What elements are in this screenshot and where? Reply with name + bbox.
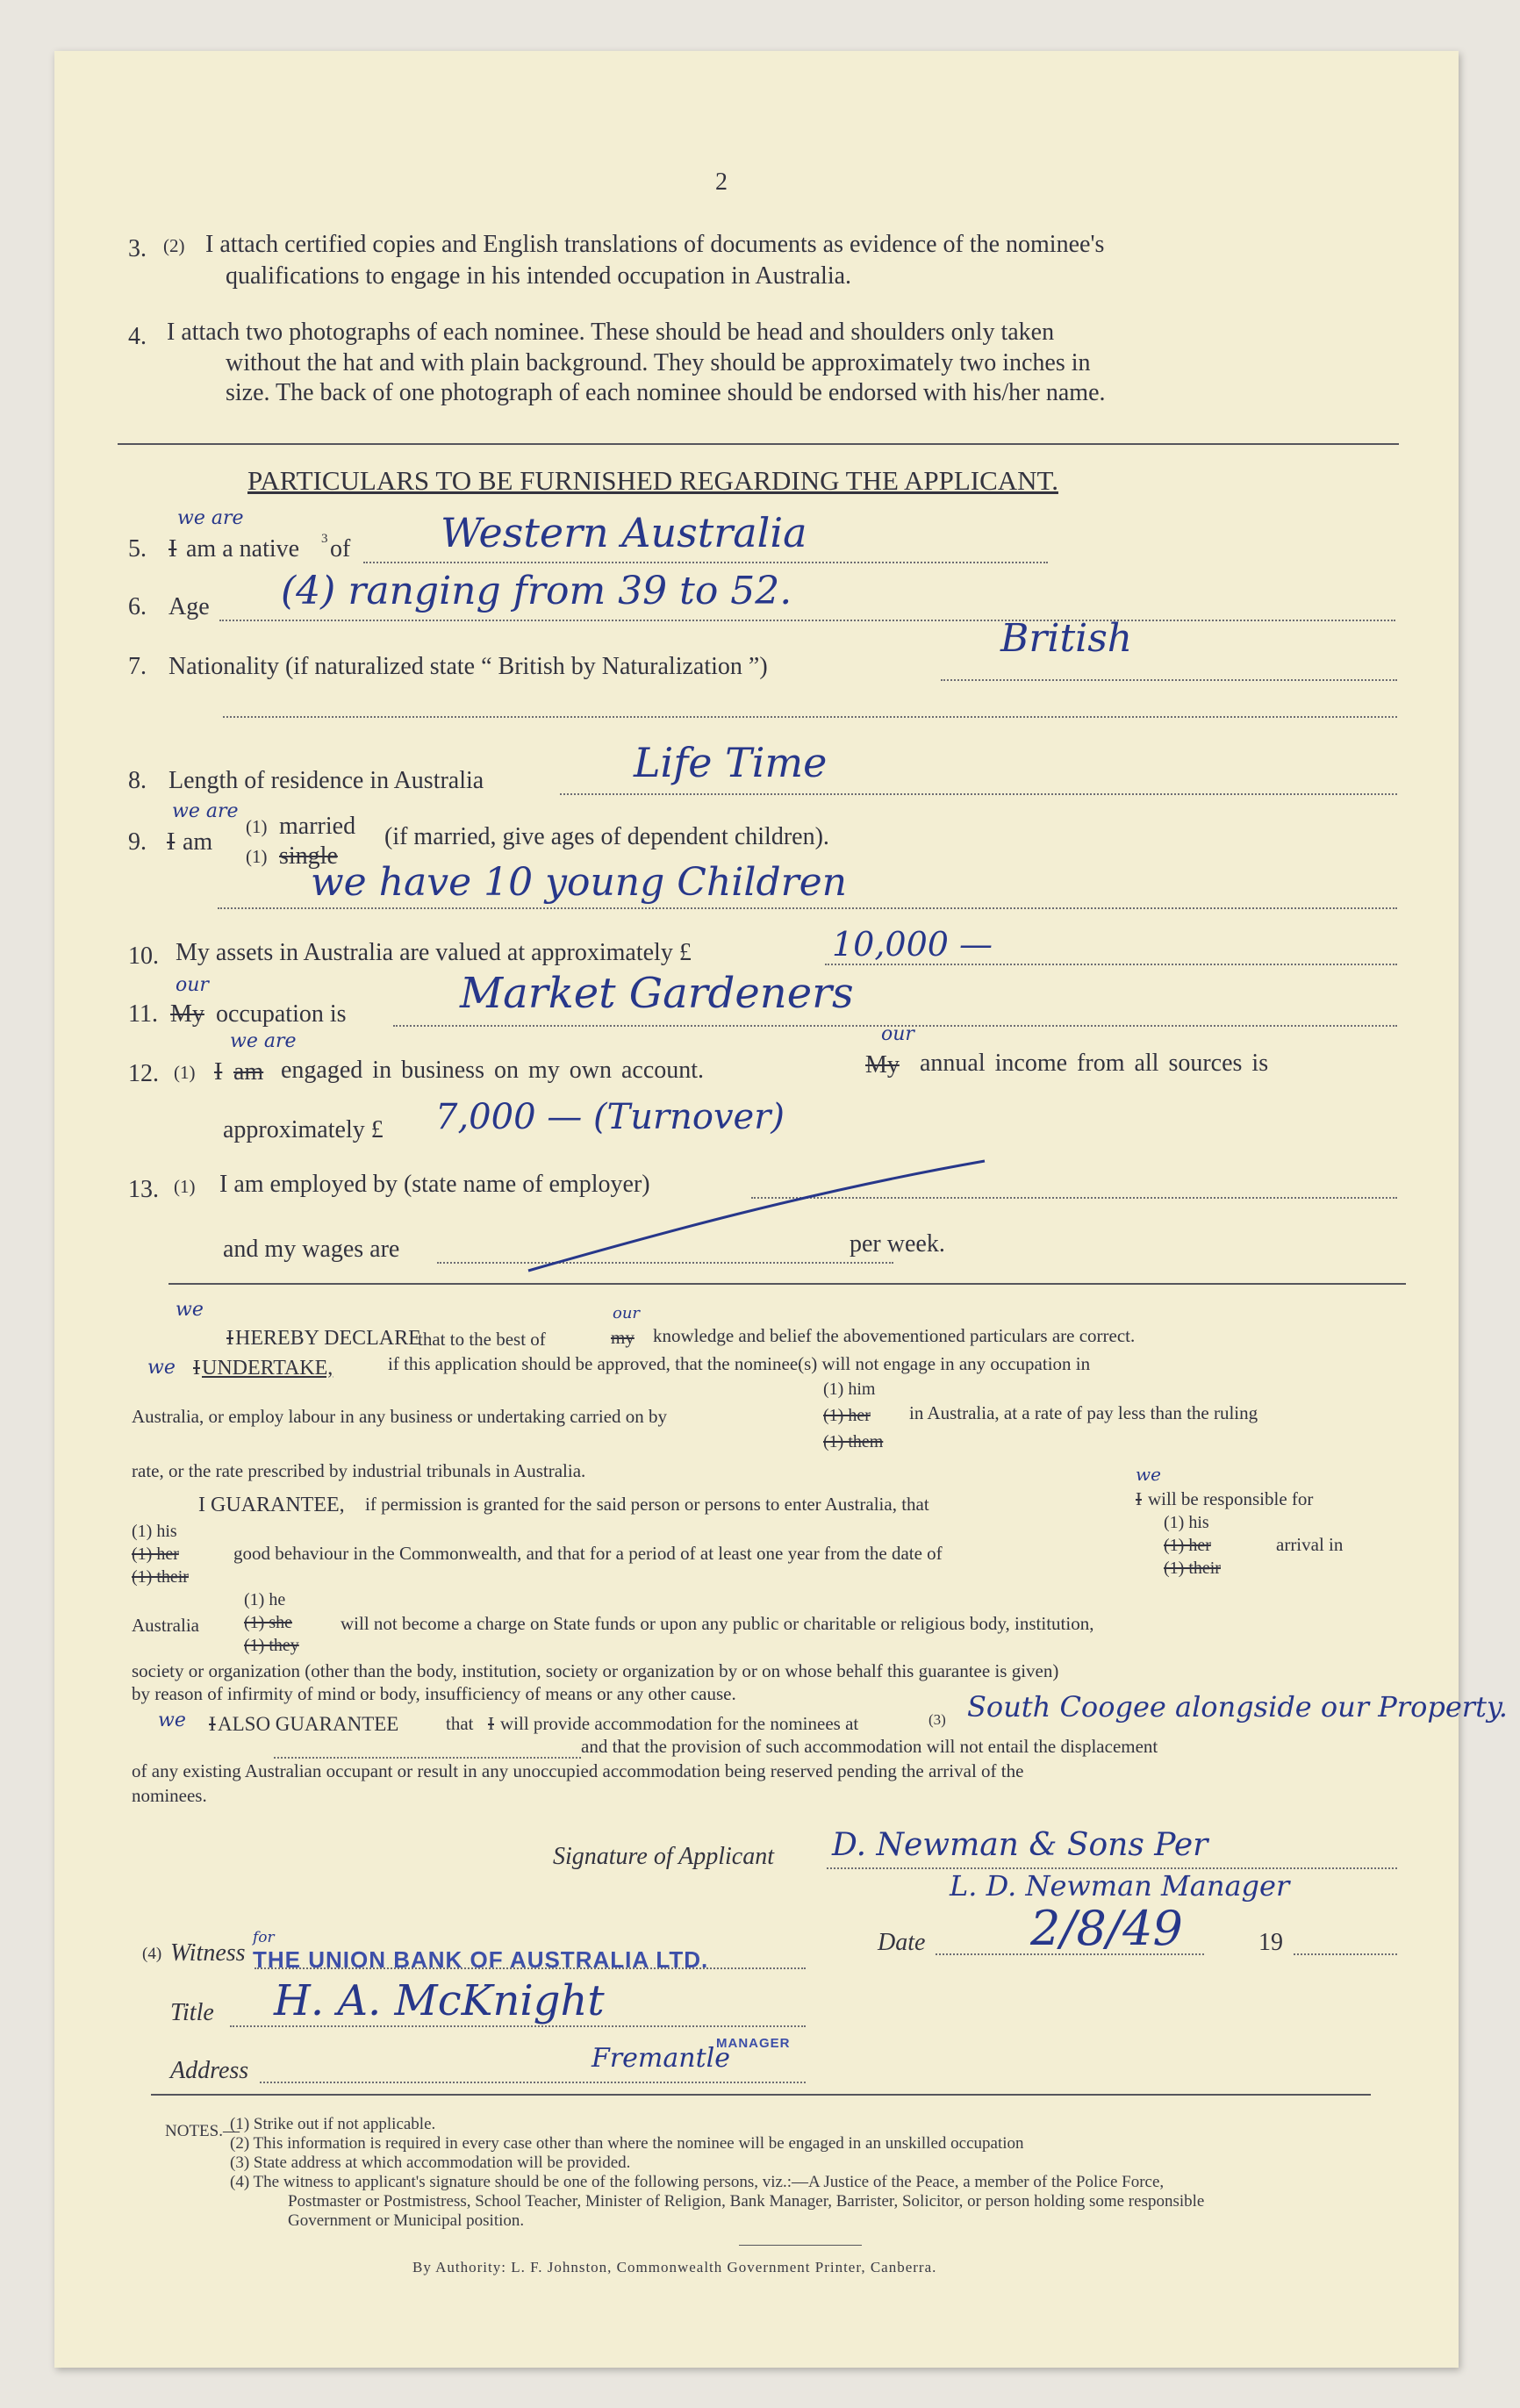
declaration-3-i: I [1136, 1488, 1142, 1509]
field-8-line [560, 793, 1397, 795]
possessive-her-1: (1) her [132, 1544, 179, 1564]
title-line [230, 2025, 806, 2027]
witness-note: (4) [142, 1945, 162, 1963]
declaration-2-i: I [193, 1357, 200, 1380]
field-5-of: of [330, 535, 351, 563]
field-12-insert: we are [230, 1030, 297, 1052]
field-11-number: 11. [128, 1000, 158, 1028]
declaration-1-our: our [613, 1304, 641, 1322]
field-5-number: 5. [128, 535, 147, 563]
declaration-4-i-2: I [488, 1713, 494, 1734]
declaration-4-b: that [446, 1713, 474, 1734]
field-5-value: Western Australia [441, 509, 807, 556]
witness-signature: H. A. McKnight [274, 1976, 605, 2025]
declaration-1-i: I [226, 1327, 233, 1350]
declaration-3-c: will be responsible for [1148, 1488, 1314, 1509]
field-13-number: 13. [128, 1176, 159, 1203]
field-12-number: 12. [128, 1060, 159, 1087]
item-3-line-1: I attach certified copies and English translations of documents as evidence of the nominee's [205, 231, 1105, 258]
note-1: (1) Strike out if not applicable. [230, 2115, 436, 2133]
divider-2 [168, 1283, 1406, 1285]
declaration-3-f: society or organization (other than the body, institution, society or organization by or on whose behalf this guarantee is given) [132, 1660, 1059, 1681]
field-6-label: Age [168, 593, 210, 620]
field-8-number: 8. [128, 767, 147, 794]
field-5-insert: we are [177, 507, 244, 529]
field-12-text-2: annual income from all sources is [920, 1050, 1269, 1077]
declaration-1-a: HEREBY DECLARE [235, 1327, 421, 1350]
signature-label: Signature of Applicant [553, 1843, 774, 1870]
date-year-prefix: 19 [1258, 1929, 1283, 1956]
field-9-line [218, 907, 1397, 909]
year-line [1294, 1953, 1397, 1955]
declaration-3-g: by reason of infirmity of mind or body, insufficiency of means or any other cause. [132, 1683, 736, 1704]
declaration-3-insert: we [1136, 1464, 1161, 1485]
applicant-signature: D. Newman & Sons Per [832, 1827, 1208, 1863]
australia-word: Australia [132, 1615, 199, 1636]
field-12-approx-label: approximately £ [223, 1116, 384, 1143]
divider-4 [739, 2245, 862, 2246]
declaration-4-note: (3) [928, 1711, 946, 1728]
field-12-note: (1) [174, 1062, 196, 1083]
field-6-number: 6. [128, 593, 147, 620]
field-12-insert-2: our [881, 1023, 914, 1045]
field-6-value: (4) ranging from 39 to 52. [281, 569, 792, 613]
field-9-am: am [183, 828, 213, 856]
possessive-his-1: (1) his [132, 1522, 177, 1541]
notes-label: NOTES.— [165, 2122, 240, 2140]
field-10-number: 10. [128, 942, 159, 970]
field-9-insert: we are [172, 800, 239, 822]
field-12-my: My [865, 1051, 900, 1079]
manager-stamp: MANAGER [716, 2036, 791, 2051]
address-line [260, 2082, 806, 2083]
witness-address: Fremantle [592, 2043, 730, 2074]
field-9-opt1-note: (1) [246, 816, 268, 837]
date-value: 2/8/49 [1030, 1901, 1183, 1956]
declaration-4-d: and that the provision of such accommodation will not entail the displacement [581, 1736, 1158, 1757]
declaration-1-c: knowledge and belief the abovementioned particulars are correct. [653, 1325, 1136, 1346]
address-label: Address [170, 2057, 249, 2084]
declaration-2-d: in Australia, at a rate of pay less than the ruling [909, 1402, 1258, 1423]
page-number: 2 [715, 168, 728, 196]
title-label: Title [170, 1999, 214, 2026]
field-13-per-week: per week. [850, 1230, 945, 1258]
declaration-2-e: rate, or the rate prescribed by industrial tribunals in Australia. [132, 1460, 586, 1481]
pronoun-he: (1) he [244, 1590, 286, 1609]
pronoun-them: (1) them [823, 1432, 884, 1451]
declaration-1-insert: we [176, 1299, 204, 1321]
section-heading: PARTICULARS TO BE FURNISHED REGARDING THE APPLICANT. [247, 465, 1058, 496]
field-8-label: Length of residence in Australia [168, 767, 484, 794]
field-5-sup: 3 [321, 532, 328, 546]
pronoun-she: (1) she [244, 1613, 292, 1632]
field-5-line [363, 562, 1048, 563]
field-11-value: Market Gardeners [460, 969, 854, 1018]
witness-line [255, 1967, 806, 1969]
declaration-3-e: will not become a charge on State funds or upon any public or charitable or religious body, institution, [341, 1613, 1094, 1634]
note-4-c: Government or Municipal position. [288, 2211, 525, 2230]
possessive-her-2: (1) her [1164, 1536, 1211, 1555]
accommodation-address: South Coogee alongside our Property. [967, 1690, 1508, 1724]
accommodation-line [274, 1757, 581, 1759]
field-12-text: engaged in business on my own account. [281, 1057, 705, 1084]
field-7-line [941, 679, 1397, 681]
witness-for: for [253, 1929, 275, 1946]
field-9-opt2-note: (1) [246, 846, 268, 867]
field-12-am: am [233, 1058, 264, 1086]
arrival-in: arrival in [1276, 1534, 1344, 1555]
item-3-number: 3. [128, 235, 147, 262]
field-9-number: 9. [128, 828, 147, 856]
date-label: Date [878, 1929, 926, 1956]
item-4-line-2: without the hat and with plain background. They should be approximately two inches in [226, 349, 1091, 376]
note-3: (3) State address at which accommodation will be provided. [230, 2154, 631, 2172]
possessive-their-2: (1) their [1164, 1559, 1221, 1578]
field-8-value: Life Time [634, 739, 828, 786]
field-9-label: (if married, give ages of dependent children). [384, 823, 829, 850]
field-7-label: Nationality (if naturalized state “ British by Naturalization ”) [168, 653, 768, 680]
item-3-note: (2) [163, 235, 185, 256]
field-5-i: I [168, 535, 177, 563]
field-13-note: (1) [174, 1176, 196, 1197]
possessive-their-1: (1) their [132, 1567, 189, 1587]
declaration-4-a: ALSO GUARANTEE [218, 1713, 399, 1735]
divider-3 [151, 2094, 1371, 2096]
field-11-label: occupation is [216, 1000, 347, 1028]
field-6-line [219, 620, 1395, 621]
declaration-2-insert: we [147, 1357, 176, 1379]
declaration-3-d: good behaviour in the Commonwealth, and that for a period of at least one year from the date of [233, 1543, 943, 1564]
applicant-signature-2: L. D. Newman Manager [950, 1869, 1290, 1903]
declaration-2-c: Australia, or employ labour in any business or undertaking carried on by [132, 1406, 668, 1427]
item-4-line-1: I attach two photographs of each nominee. These should be head and shoulders only taken [167, 319, 1055, 346]
field-9-opt1: married [279, 813, 356, 840]
pronoun-they: (1) they [244, 1636, 299, 1655]
note-2: (2) This information is required in every case other than where the nominee will be engaged in an unskilled occupation [230, 2134, 1024, 2153]
field-12-value: 7,000 — (Turnover) [435, 1097, 785, 1137]
pronoun-him: (1) him [823, 1380, 876, 1399]
field-5-label: am a native [186, 535, 300, 563]
declaration-4-i: I [209, 1713, 216, 1735]
field-9-i: I [167, 828, 176, 856]
field-9-opt2: single [279, 842, 338, 870]
declaration-2-b: if this application should be approved, that the nominee(s) will not engage in any occupation in [388, 1353, 1091, 1374]
field-9-value: we have 10 young Children [311, 860, 848, 905]
divider-1 [118, 443, 1399, 445]
declaration-4-c: will provide accommodation for the nominees at [500, 1713, 859, 1734]
item-3-line-2: qualifications to engage in his intended occupation in Australia. [226, 262, 852, 290]
form-page [54, 51, 1508, 2368]
field-7-line-2 [223, 716, 1397, 718]
field-11-insert: our [176, 974, 209, 996]
declaration-1-my: my [611, 1327, 635, 1348]
field-13-wages-label: and my wages are [223, 1236, 400, 1263]
declaration-3-b: if permission is granted for the said person or persons to enter Australia, that [365, 1494, 929, 1515]
declaration-3-a: I GUARANTEE, [198, 1494, 345, 1516]
item-4-line-3: size. The back of one photograph of each nominee should be endorsed with his/her name. [226, 379, 1106, 406]
item-4-number: 4. [128, 323, 147, 350]
bank-stamp: THE UNION BANK OF AUSTRALIA LTD. [253, 1946, 709, 1973]
field-13-label: I am employed by (state name of employer) [219, 1171, 650, 1198]
declaration-4-f: nominees. [132, 1785, 207, 1806]
declaration-4-e: of any existing Australian occupant or result in any unoccupied accommodation being reserved pending the arrival of the [132, 1760, 1024, 1781]
field-10-value: 10,000 — [832, 925, 993, 964]
pronoun-her: (1) her [823, 1406, 871, 1425]
note-4-b: Postmaster or Postmistress, School Teacher, Minister of Religion, Bank Manager, Barrister, Solicitor, or person holding some responsible [288, 2192, 1205, 2211]
declaration-2-a: UNDERTAKE, [202, 1357, 333, 1380]
field-7-value: British [1000, 616, 1133, 661]
field-7-number: 7. [128, 653, 147, 680]
field-10-label: My assets in Australia are valued at approximately £ [176, 939, 692, 966]
declaration-4-insert: we [158, 1709, 186, 1731]
field-10-line [825, 964, 1397, 965]
note-4-a: (4) The witness to applicant's signature should be one of the following persons, viz.:—A Justice of the Peace, a member of the Police Force, [230, 2173, 1165, 2191]
witness-label: Witness [170, 1939, 246, 1967]
cancel-stroke-mark [520, 1157, 993, 1279]
declaration-1-b: that to the best of [418, 1329, 546, 1350]
field-11-my: My [170, 1000, 204, 1028]
field-12-i: I [214, 1058, 223, 1086]
possessive-his-2: (1) his [1164, 1513, 1209, 1532]
printer-line: By Authority: L. F. Johnston, Commonwealth Government Printer, Canberra. [412, 2259, 937, 2275]
